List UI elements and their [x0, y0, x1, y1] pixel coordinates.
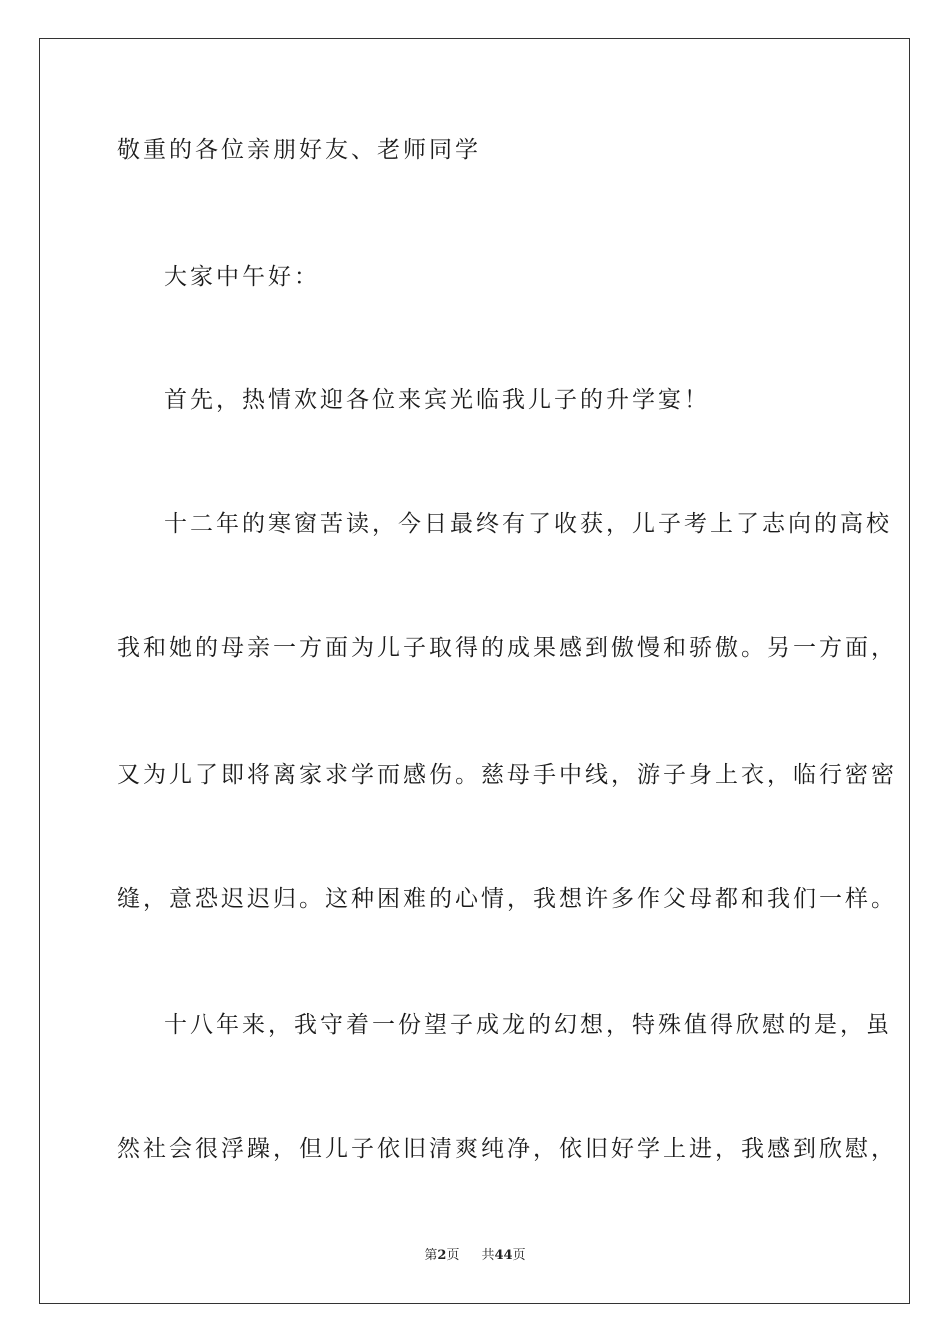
paragraph-line: 然社会很浮躁，但儿子依旧清爽纯净，依旧好学上进，我感到欣慰，	[117, 1136, 897, 1162]
paragraph-line: 首先，热情欢迎各位来宾光临我儿子的升学宴！	[164, 387, 710, 413]
paragraph-line: 又为儿了即将离家求学而感伤。慈母手中线，游子身上衣，临行密密	[117, 762, 897, 788]
page-footer	[0, 1247, 950, 1265]
paragraph-line: 十八年来，我守着一份望子成龙的幻想，特殊值得欣慰的是，虽	[164, 1012, 892, 1038]
paragraph-line: 十二年的寒窗苦读，今日最终有了收获，儿子考上了志向的高校	[164, 511, 892, 537]
salutation-line: 敬重的各位亲朋好友、老师同学	[117, 137, 481, 163]
page-frame	[39, 38, 910, 1304]
page-suffix: 页	[446, 1248, 460, 1263]
total-suffix: 页	[512, 1248, 526, 1263]
paragraph-line: 我和她的母亲一方面为儿子取得的成果感到傲慢和骄傲。另一方面，	[117, 635, 897, 661]
paragraph-line: 缝，意恐迟迟归。这种困难的心情，我想许多作父母都和我们一样。	[117, 886, 897, 912]
page-number: 2	[437, 1248, 447, 1263]
total-prefix: 共	[481, 1248, 495, 1263]
total-pages: 44	[494, 1248, 513, 1263]
greeting-line: 大家中午好：	[164, 264, 320, 290]
page-prefix: 第	[424, 1248, 438, 1263]
